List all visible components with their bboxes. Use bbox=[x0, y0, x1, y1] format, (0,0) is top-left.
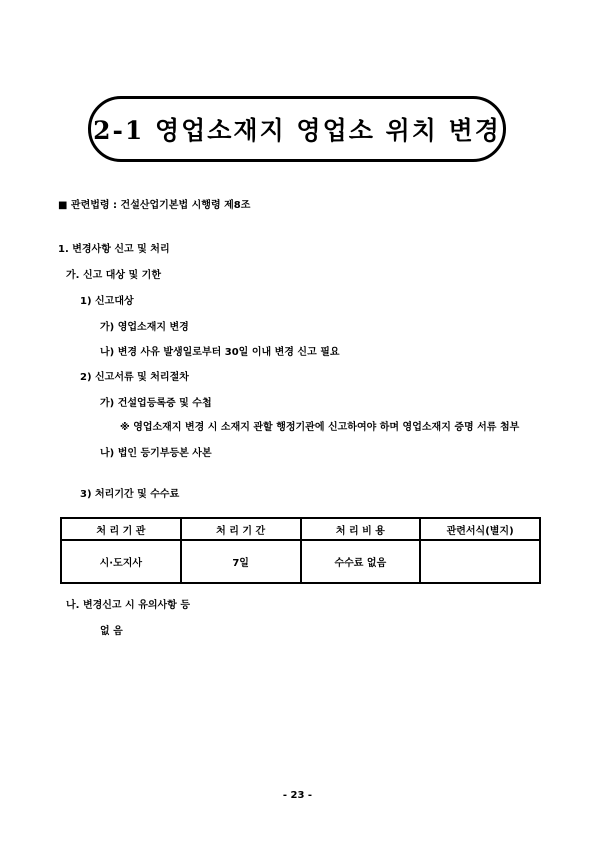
table-header-cell: 처 리 기 간 bbox=[181, 518, 301, 540]
item-1: 1) 신고대상 bbox=[80, 296, 134, 307]
table-cell bbox=[420, 540, 540, 583]
item-2: 2) 신고서류 및 처리절차 bbox=[80, 372, 189, 383]
item-3: 3) 처리기간 및 수수료 bbox=[80, 489, 180, 500]
item-2-a: 가) 건설업등록증 및 수첩 bbox=[100, 398, 212, 409]
item-1-b: 나) 변경 사유 발생일로부터 30일 이내 변경 신고 필요 bbox=[100, 347, 340, 358]
table-row bbox=[61, 540, 540, 583]
section-1-heading: 1. 변경사항 신고 및 처리 bbox=[58, 244, 170, 255]
table-cell: 수수료 없음 bbox=[301, 540, 421, 583]
processing-table bbox=[60, 517, 541, 584]
table-header-cell: 관련서식(별지) bbox=[420, 518, 540, 540]
table-header-cell: 처 리 기 관 bbox=[61, 518, 181, 540]
section-1a-heading: 가. 신고 대상 및 기한 bbox=[66, 270, 162, 281]
item-2-b: 나) 법인 등기부등본 사본 bbox=[100, 448, 212, 459]
table-cell: 시·도지사 bbox=[61, 540, 181, 583]
section-b-body: 없 음 bbox=[100, 626, 123, 637]
item-1-a: 가) 영업소재지 변경 bbox=[100, 322, 189, 333]
table-header-cell: 처 리 비 용 bbox=[301, 518, 421, 540]
item-2-note: ※ 영업소재지 변경 시 소재지 관할 행정기관에 신고하여야 하며 영업소재지 증명 서류 첨부 bbox=[120, 422, 520, 433]
page-number: - 23 - bbox=[282, 790, 313, 801]
table-cell: 7일 bbox=[181, 540, 301, 583]
page-title: 2-1 영업소재지 영업소 위치 변경 bbox=[93, 116, 501, 145]
table-header-row bbox=[61, 518, 540, 540]
law-reference: ■ 관련법령 : 건설산업기본법 시행령 제8조 bbox=[58, 200, 251, 211]
title-box bbox=[88, 96, 506, 162]
section-b-heading: 나. 변경신고 시 유의사항 등 bbox=[66, 600, 190, 611]
